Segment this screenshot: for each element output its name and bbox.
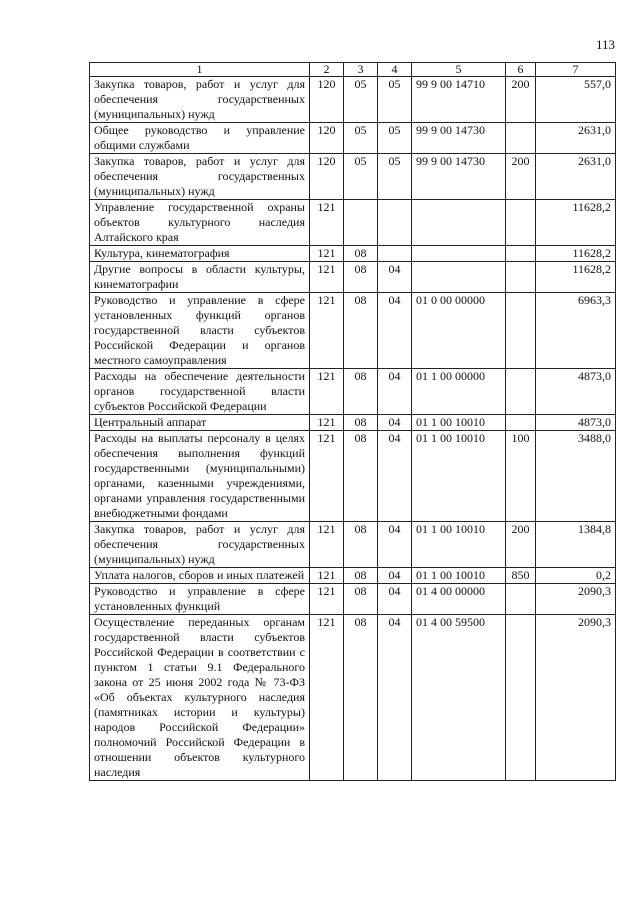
row-description: Культура, кинематография [90, 246, 310, 262]
ministry-code: 121 [310, 246, 344, 262]
section-code: 08 [344, 415, 378, 431]
column-header: 3 [344, 63, 378, 77]
target-article-code: 99 9 00 14730 [412, 154, 506, 200]
amount-value: 3488,0 [536, 431, 616, 522]
target-article-code [412, 262, 506, 293]
amount-value: 557,0 [536, 77, 616, 123]
amount-value: 2090,3 [536, 584, 616, 615]
ministry-code: 120 [310, 123, 344, 154]
ministry-code: 121 [310, 568, 344, 584]
ministry-code: 121 [310, 293, 344, 369]
table-row [90, 415, 616, 431]
column-header: 7 [536, 63, 616, 77]
row-description: Руководство и управление в сфере установленных функций органов государственной власти субъектов Российской Федерации и органов местного самоуправления [90, 293, 310, 369]
ministry-code: 121 [310, 615, 344, 781]
table-row [90, 568, 616, 584]
subsection-code: 04 [378, 615, 412, 781]
expense-type-code: 200 [506, 77, 536, 123]
subsection-code: 04 [378, 369, 412, 415]
subsection-code [378, 246, 412, 262]
table-row [90, 293, 616, 369]
section-code: 05 [344, 154, 378, 200]
row-description: Руководство и управление в сфере установленных функций [90, 584, 310, 615]
table-row [90, 615, 616, 781]
target-article-code: 01 1 00 10010 [412, 522, 506, 568]
expense-type-code: 200 [506, 154, 536, 200]
row-description: Управление государственной охраны объектов культурного наследия Алтайского края [90, 200, 310, 246]
expense-type-code [506, 262, 536, 293]
target-article-code: 99 9 00 14710 [412, 77, 506, 123]
row-description: Осуществление переданных органам государственной власти субъектов Российской Федерации в соответствии с пунктом 1 статьи 9.1 Федерального закона от 25 июня 2002 года № 73-ФЗ «Об объектах культурного наследия (памятниках истории и культуры) народов Российской Федерации» полномочий Российской Федерации в отношении объектов культурного наследия [90, 615, 310, 781]
row-description: Расходы на выплаты персоналу в целях обеспечения выполнения функций государственными (муниципальными) органами, казенными учреждениями, органами управления государственными внебюджетными фондами [90, 431, 310, 522]
subsection-code: 05 [378, 154, 412, 200]
table-row [90, 431, 616, 522]
amount-value: 2090,3 [536, 615, 616, 781]
ministry-code: 120 [310, 77, 344, 123]
target-article-code: 01 1 00 00000 [412, 369, 506, 415]
expense-type-code [506, 123, 536, 154]
table-row [90, 200, 616, 246]
subsection-code: 04 [378, 415, 412, 431]
amount-value: 11628,2 [536, 246, 616, 262]
expense-type-code [506, 246, 536, 262]
subsection-code: 04 [378, 293, 412, 369]
column-header: 5 [412, 63, 506, 77]
column-header: 6 [506, 63, 536, 77]
expense-type-code [506, 584, 536, 615]
amount-value: 11628,2 [536, 200, 616, 246]
section-code: 08 [344, 431, 378, 522]
ministry-code: 121 [310, 200, 344, 246]
amount-value: 4873,0 [536, 369, 616, 415]
table-header-row [90, 63, 616, 77]
section-code: 08 [344, 584, 378, 615]
expense-type-code [506, 200, 536, 246]
expense-type-code [506, 415, 536, 431]
amount-value: 4873,0 [536, 415, 616, 431]
table-row [90, 246, 616, 262]
subsection-code: 04 [378, 431, 412, 522]
row-description: Закупка товаров, работ и услуг для обеспечения государственных (муниципальных) нужд [90, 154, 310, 200]
target-article-code [412, 246, 506, 262]
target-article-code: 01 4 00 59500 [412, 615, 506, 781]
target-article-code: 99 9 00 14730 [412, 123, 506, 154]
column-header: 2 [310, 63, 344, 77]
row-description: Другие вопросы в области культуры, кинематографии [90, 262, 310, 293]
row-description: Общее руководство и управление общими службами [90, 123, 310, 154]
section-code: 08 [344, 246, 378, 262]
subsection-code: 04 [378, 568, 412, 584]
target-article-code: 01 4 00 00000 [412, 584, 506, 615]
target-article-code [412, 200, 506, 246]
section-code: 05 [344, 77, 378, 123]
table-row [90, 77, 616, 123]
table-body [90, 77, 616, 781]
ministry-code: 121 [310, 522, 344, 568]
expense-type-code: 200 [506, 522, 536, 568]
subsection-code: 05 [378, 77, 412, 123]
subsection-code: 04 [378, 584, 412, 615]
section-code: 05 [344, 123, 378, 154]
expense-type-code [506, 369, 536, 415]
ministry-code: 121 [310, 262, 344, 293]
ministry-code: 121 [310, 369, 344, 415]
expense-type-code [506, 293, 536, 369]
column-header: 1 [90, 63, 310, 77]
page-number: 113 [595, 37, 615, 52]
row-description: Расходы на обеспечение деятельности органов государственной власти субъектов Российской Федерации [90, 369, 310, 415]
table-row [90, 154, 616, 200]
section-code [344, 200, 378, 246]
ministry-code: 121 [310, 415, 344, 431]
amount-value: 1384,8 [536, 522, 616, 568]
subsection-code: 05 [378, 123, 412, 154]
section-code: 08 [344, 293, 378, 369]
section-code: 08 [344, 369, 378, 415]
subsection-code [378, 200, 412, 246]
row-description: Центральный аппарат [90, 415, 310, 431]
section-code: 08 [344, 522, 378, 568]
row-description: Уплата налогов, сборов и иных платежей [90, 568, 310, 584]
section-code: 08 [344, 615, 378, 781]
table-row [90, 522, 616, 568]
row-description: Закупка товаров, работ и услуг для обеспечения государственных (муниципальных) нужд [90, 522, 310, 568]
ministry-code: 121 [310, 431, 344, 522]
amount-value: 6963,3 [536, 293, 616, 369]
column-header: 4 [378, 63, 412, 77]
amount-value: 2631,0 [536, 154, 616, 200]
expense-type-code: 100 [506, 431, 536, 522]
row-description: Закупка товаров, работ и услуг для обеспечения государственных (муниципальных) нужд [90, 77, 310, 123]
table-row [90, 262, 616, 293]
expense-type-code: 850 [506, 568, 536, 584]
section-code: 08 [344, 568, 378, 584]
amount-value: 0,2 [536, 568, 616, 584]
expense-type-code [506, 615, 536, 781]
ministry-code: 121 [310, 584, 344, 615]
section-code: 08 [344, 262, 378, 293]
table-row [90, 584, 616, 615]
subsection-code: 04 [378, 522, 412, 568]
budget-table [89, 62, 616, 781]
ministry-code: 120 [310, 154, 344, 200]
target-article-code: 01 1 00 10010 [412, 415, 506, 431]
amount-value: 2631,0 [536, 123, 616, 154]
target-article-code: 01 1 00 10010 [412, 431, 506, 522]
table-row [90, 123, 616, 154]
target-article-code: 01 0 00 00000 [412, 293, 506, 369]
target-article-code: 01 1 00 10010 [412, 568, 506, 584]
table-row [90, 369, 616, 415]
amount-value: 11628,2 [536, 262, 616, 293]
subsection-code: 04 [378, 262, 412, 293]
